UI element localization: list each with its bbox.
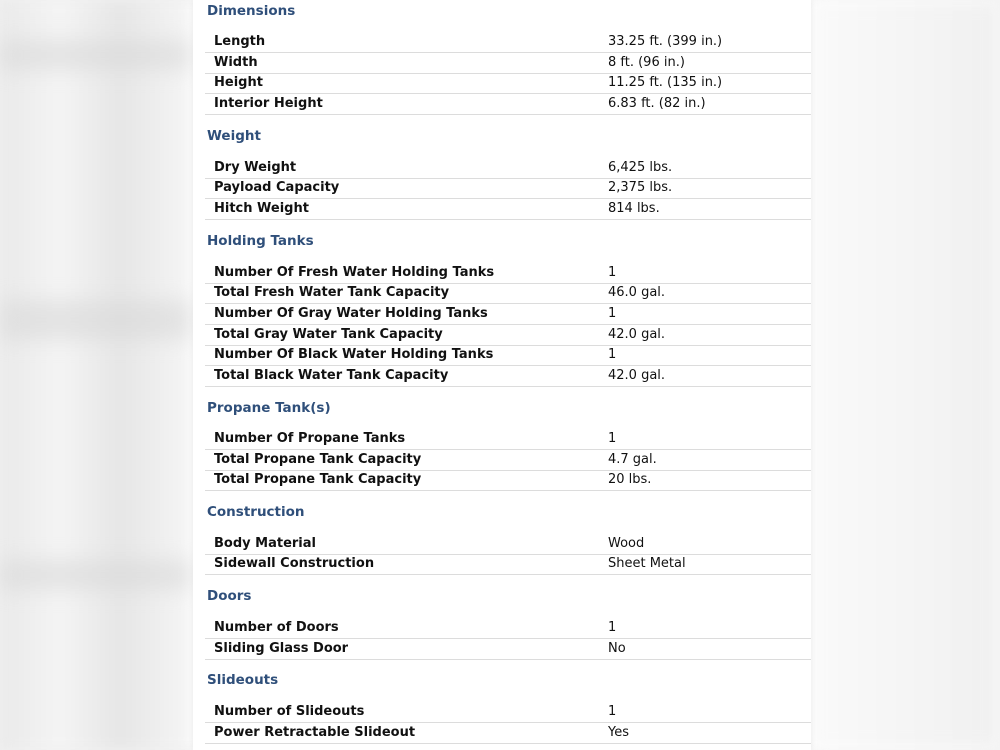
section-title: Construction bbox=[207, 504, 305, 520]
spec-value: 42.0 gal. bbox=[608, 327, 666, 342]
spec-label: Number Of Black Water Holding Tanks bbox=[214, 347, 494, 362]
spec-row bbox=[205, 723, 811, 744]
spec-value: 1 bbox=[608, 347, 617, 362]
spec-label: Sidewall Construction bbox=[214, 556, 375, 571]
spec-row bbox=[205, 283, 811, 304]
spec-label: Length bbox=[214, 34, 266, 49]
spec-row bbox=[205, 366, 811, 387]
blurred-backdrop-right bbox=[810, 0, 1000, 750]
spec-label: Number Of Fresh Water Holding Tanks bbox=[214, 265, 495, 280]
spec-value: 33.25 ft. (399 in.) bbox=[608, 34, 723, 49]
spec-value: 8 ft. (96 in.) bbox=[608, 55, 685, 70]
spec-value: No bbox=[608, 641, 626, 656]
spec-row bbox=[205, 263, 811, 284]
spec-value: 814 lbs. bbox=[608, 201, 660, 216]
section-title: Dimensions bbox=[207, 3, 296, 19]
spec-label: Hitch Weight bbox=[214, 201, 309, 216]
spec-label: Total Fresh Water Tank Capacity bbox=[214, 285, 450, 300]
section-title: Holding Tanks bbox=[207, 233, 314, 249]
spec-value: 42.0 gal. bbox=[608, 368, 666, 383]
spec-label: Total Gray Water Tank Capacity bbox=[214, 327, 443, 342]
spec-row bbox=[205, 73, 811, 94]
spec-label: Total Black Water Tank Capacity bbox=[214, 368, 449, 383]
spec-row bbox=[205, 32, 811, 53]
spec-row bbox=[205, 534, 811, 555]
section-title: Doors bbox=[207, 588, 252, 604]
spec-label: Height bbox=[214, 75, 263, 90]
spec-label: Dry Weight bbox=[214, 160, 297, 175]
spec-value: Yes bbox=[608, 725, 629, 740]
blurred-backdrop-bar bbox=[0, 40, 190, 70]
spec-row bbox=[205, 158, 811, 179]
spec-value: 1 bbox=[608, 431, 617, 446]
spec-label: Payload Capacity bbox=[214, 180, 340, 195]
spec-label: Number Of Gray Water Holding Tanks bbox=[214, 306, 488, 321]
spec-row bbox=[205, 470, 811, 491]
spec-value: Wood bbox=[608, 536, 645, 551]
spec-value: 2,375 lbs. bbox=[608, 180, 673, 195]
spec-value: 1 bbox=[608, 704, 617, 719]
spec-row bbox=[205, 178, 811, 199]
spec-value: 1 bbox=[608, 620, 617, 635]
spec-value: 1 bbox=[608, 265, 617, 280]
spec-label: Power Retractable Slideout bbox=[214, 725, 416, 740]
section-title: Propane Tank(s) bbox=[207, 400, 331, 416]
section-title: Weight bbox=[207, 128, 261, 144]
spec-row bbox=[205, 639, 811, 660]
spec-value: 6.83 ft. (82 in.) bbox=[608, 96, 706, 111]
spec-row bbox=[205, 429, 811, 450]
spec-value: 46.0 gal. bbox=[608, 285, 666, 300]
spec-row bbox=[205, 702, 811, 723]
spec-label: Total Propane Tank Capacity bbox=[214, 452, 422, 467]
spec-row bbox=[205, 325, 811, 346]
spec-value: 6,425 lbs. bbox=[608, 160, 673, 175]
spec-row bbox=[205, 304, 811, 325]
spec-value: 20 lbs. bbox=[608, 472, 652, 487]
spec-value: 4.7 gal. bbox=[608, 452, 657, 467]
specifications-panel bbox=[193, 0, 811, 750]
blurred-backdrop-bar bbox=[0, 560, 190, 590]
spec-row bbox=[205, 345, 811, 366]
spec-value: Sheet Metal bbox=[608, 556, 686, 571]
spec-label: Sliding Glass Door bbox=[214, 641, 349, 656]
spec-label: Width bbox=[214, 55, 258, 70]
blurred-backdrop-bar bbox=[0, 300, 190, 340]
spec-label: Number Of Propane Tanks bbox=[214, 431, 406, 446]
spec-label: Total Propane Tank Capacity bbox=[214, 472, 422, 487]
spec-value: 1 bbox=[608, 306, 617, 321]
spec-row bbox=[205, 199, 811, 220]
spec-label: Number of Slideouts bbox=[214, 704, 365, 719]
spec-row bbox=[205, 94, 811, 115]
spec-label: Number of Doors bbox=[214, 620, 339, 635]
spec-label: Body Material bbox=[214, 536, 316, 551]
spec-row bbox=[205, 618, 811, 639]
section-title: Slideouts bbox=[207, 672, 279, 688]
spec-row bbox=[205, 554, 811, 575]
spec-label: Interior Height bbox=[214, 96, 323, 111]
spec-value: 11.25 ft. (135 in.) bbox=[608, 75, 723, 90]
spec-row bbox=[205, 53, 811, 74]
spec-row bbox=[205, 450, 811, 471]
